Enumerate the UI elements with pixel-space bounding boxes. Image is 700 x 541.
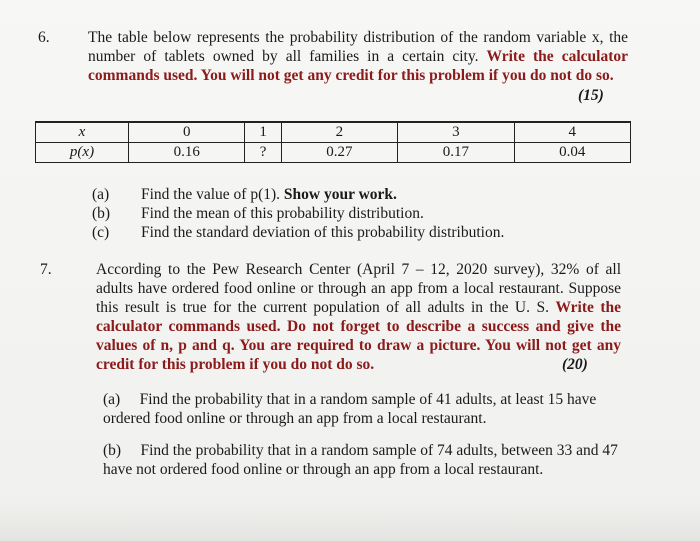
q6-part-a bbox=[141, 185, 397, 204]
table-cell: 1 bbox=[245, 122, 281, 143]
q7-text: According to the Pew Research Center (April 7 – 12, 2020 survey), 32% of all adults have ordered food online or through an app from a local restaurant. Suppose this result is true for the current population of all adults in the U. S. bbox=[96, 261, 621, 316]
px-header: p(x) bbox=[36, 143, 129, 163]
q6-part-b-text: Find the mean of this probability distribution. bbox=[141, 205, 424, 222]
probability-table bbox=[35, 121, 631, 163]
q6-part-b-label: (b) bbox=[92, 205, 111, 222]
table-cell: 0.17 bbox=[398, 143, 514, 163]
q6-part-a-label: (a) bbox=[92, 186, 110, 203]
q7-part-b-label: (b) bbox=[103, 442, 122, 459]
q7-part-b-text: Find the probability that in a random sample of 74 adults, between 33 and 47 have not ordered food online or through an app from a local restaurant. bbox=[103, 442, 618, 478]
table-cell: 3 bbox=[398, 122, 514, 143]
table-row bbox=[36, 122, 631, 143]
x-header: x bbox=[36, 122, 129, 143]
table-cell: 0 bbox=[129, 122, 245, 143]
q6-points: (15) bbox=[578, 87, 604, 104]
table-cell: 0.04 bbox=[514, 143, 630, 163]
q7-part-a bbox=[103, 390, 623, 428]
q6-prompt bbox=[88, 28, 628, 85]
page-shadow bbox=[0, 501, 700, 541]
table-cell: 0.16 bbox=[129, 143, 245, 163]
q7-points: (20) bbox=[562, 356, 588, 373]
q7-prompt bbox=[96, 260, 621, 374]
q7-part-a-text: Find the probability that in a random sample of 41 adults, at least 15 have ordered food online or through an app from a local restaurant. bbox=[103, 391, 597, 427]
q6-part-c-label: (c) bbox=[92, 224, 110, 241]
q7-number: 7. bbox=[40, 261, 52, 278]
q7-part-a-label: (a) bbox=[103, 391, 121, 408]
q7-part-b bbox=[103, 441, 623, 479]
q6-instruction: Write the calculator commands used. You will not get any credit for this problem if you do not do so. bbox=[88, 48, 628, 84]
q7-instruction: Write the calculator commands used. Do not forget to describe a success and give the values of n, p and q. You are required to draw a picture. You will not get any credit for this problem if you do not do so. bbox=[96, 299, 622, 373]
q6-number: 6. bbox=[38, 29, 50, 46]
q6-part-c-text: Find the standard deviation of this probability distribution. bbox=[141, 224, 505, 241]
table-row bbox=[36, 143, 631, 163]
q6-part-a-bold: Show your work. bbox=[280, 186, 397, 203]
table-cell: ? bbox=[245, 143, 281, 163]
q6-text: The table below represents the probability distribution of the random variable x, the number of tablets owned by all families in a certain city. bbox=[88, 29, 628, 65]
q6-part-a-text: Find the value of p(1). bbox=[141, 186, 281, 203]
table-cell: 4 bbox=[514, 122, 630, 143]
table-cell: 0.27 bbox=[281, 143, 397, 163]
table-cell: 2 bbox=[281, 122, 397, 143]
